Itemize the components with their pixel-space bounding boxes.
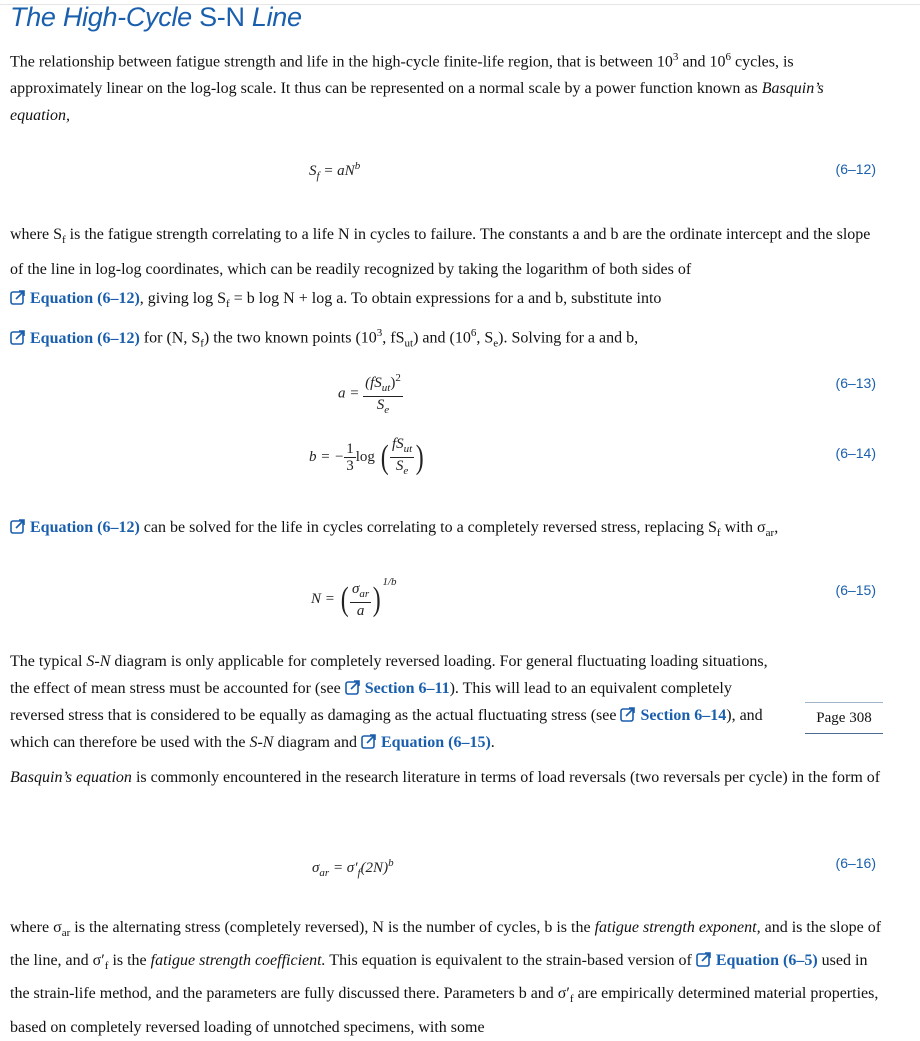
external-link-icon <box>345 679 361 695</box>
equation-6-12-link-2[interactable]: Equation (6–12) <box>10 330 140 347</box>
mean-stress-paragraph: The typical S-N diagram is only applicable for completely reversed loading. For general fluctuating loading situations, the effect of mean stress must be accounted for (see Section 6–11). This will lead to an equivalent completely reversed stress that is considered to be equally as damaging as the actual fluctuating stress (see Section 6–14), and which can therefore be used with the S-N diagram and Equation (6–15). <box>10 653 768 751</box>
fraction: $\frac{(fS_{ut})^2}{S_e}$ <box>365 372 401 416</box>
equation-6-12: $S_f = aN^b$ <box>309 160 361 182</box>
external-link-icon <box>361 733 377 749</box>
section-6-14-link[interactable]: Section 6–14 <box>620 707 726 724</box>
equation-number-6-16: (6–16) <box>835 855 876 871</box>
equation-6-5-link[interactable]: Equation (6–5) <box>696 952 818 969</box>
section-title: The High-Cycle S-N Line <box>10 2 302 32</box>
section-6-11-link[interactable]: Section 6–11 <box>345 680 450 697</box>
external-link-icon <box>10 518 26 534</box>
life-paragraph: Equation (6–12) can be solved for the life in cycles correlating to a completely reversed stress, replacing $S_f$ with $\sigma_{ar}$, <box>10 514 882 547</box>
equation-6-15-link[interactable]: Equation (6–15) <box>361 734 491 751</box>
equation-number-6-15: (6–15) <box>835 582 876 598</box>
equation-6-16: $\sigma_{ar} = \sigma'_f(2N)^b$ <box>312 857 394 879</box>
equation-6-14: b = − $\frac{1}{3}$ log ( $\frac{fS_{ut}}{S_e}$ ) <box>309 436 424 477</box>
constants-paragraph: where $S_f$ is the fatigue strength correlating to a life N in cycles to failure. The constants a and b are the ordinate intercept and the slope of the line in log-log coordinates, which can be readily recognized by taking the logarithm of both sides of Equation (6–12), giving $\log S_f = b$ log N + log a. To obtain expressions for a and b, substitute into Equation (6–12) for (N, $S_f$) the two known points ($10^3$, $fS_{ut}$) and ($10^6$, $S_e$). Solving for a and b, <box>10 226 871 350</box>
equation-6-13: a = $\frac{(fS_{ut})^2}{S_e}$ <box>338 372 401 416</box>
equation-number-6-13: (6–13) <box>835 375 876 391</box>
equation-number-6-14: (6–14) <box>835 445 876 461</box>
equation-6-12-link[interactable]: Equation (6–12) <box>10 290 140 307</box>
external-link-icon <box>10 329 26 345</box>
external-link-icon <box>696 951 712 967</box>
equation-6-12-link-3[interactable]: Equation (6–12) <box>10 519 140 536</box>
coefficient-paragraph: where $\sigma_{ar}$ is the alternating stress (completely reversed), N is the number of cycles, b is the fatigue strength exponent, and is the slope of the line, and $\sigma'_f$ is the fatigue strength coefficient. This equation is equivalent to the strain-based version of Equation (6–5) used in the strain-life method, and the parameters are fully discussed there. Parameters b and $\sigma'_f$ are empirically determined material properties, based on completely reversed loading of unnotched specimens, with some <box>10 919 882 1036</box>
intro-paragraph: The relationship between fatigue strength and life in the high-cycle finite-life region, that is between $10^3$ and $10^6$ cycles, is approximately linear on the log-log scale. It thus can be represented on a normal scale by a power function known as Basquin’s equation, <box>10 51 824 125</box>
external-link-icon <box>620 706 636 722</box>
external-link-icon <box>10 289 26 305</box>
equation-number-6-12: (6–12) <box>835 161 876 177</box>
page-marker: Page 308 <box>805 702 883 734</box>
reversals-paragraph: Basquin’s equation is commonly encountered in the research literature in terms of load reversals (two reversals per cycle) in the form of <box>10 769 881 786</box>
equation-6-15: N = ( $\frac{\sigma_{ar}}{a}$ ) $^{1/b}$ <box>311 576 397 619</box>
